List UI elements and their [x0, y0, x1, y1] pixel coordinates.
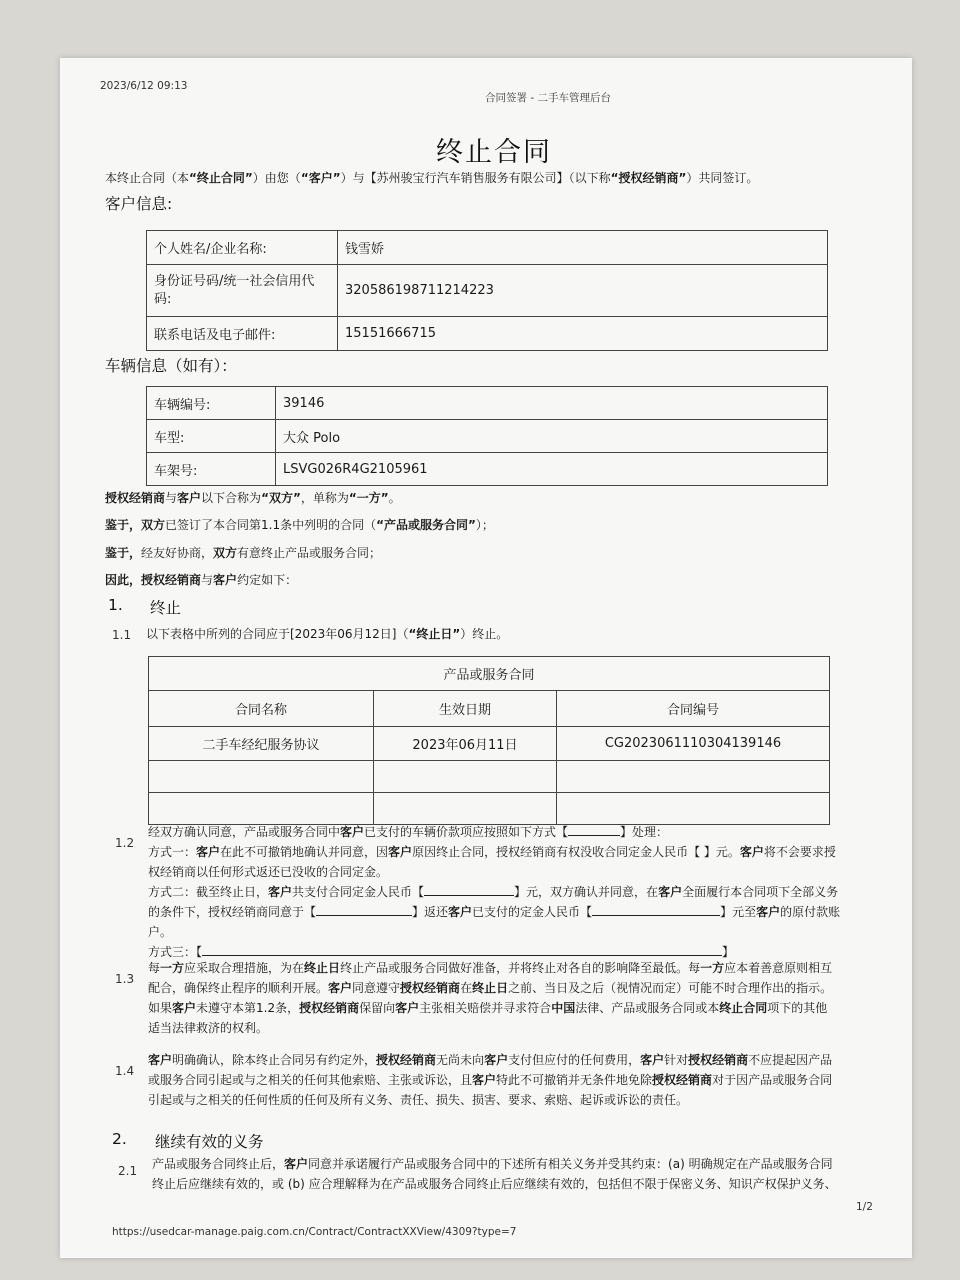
- customer-contact-label: 联系电话及电子邮件:: [147, 317, 338, 351]
- empty-cell: [149, 793, 374, 825]
- table-row: [147, 265, 828, 317]
- clause-1-2-number: 1.2: [115, 836, 135, 850]
- customer-name-value: 钱雪娇: [338, 231, 828, 265]
- customer-id-label: 身份证号码/统一社会信用代码:: [147, 265, 338, 317]
- clause-1-4-text: 客户明确确认，除本终止合同另有约定外，授权经销商无尚未向客户支付但应付的任何费用，客户针对授权经销商不应提起因产品 或服务合同引起或与之相关的任何其他索赔、主张或诉讼，且客户特此不可撤销并无条件地免除授权经销商对于因产品或服务合同 引起或与之相关的任何性质的任何及所有义务、责任、损失、损害、要求、索赔、起诉或诉讼的责任。: [148, 1053, 833, 1107]
- table-row: [147, 453, 828, 486]
- customer-info-table: [146, 230, 828, 351]
- empty-cell: [557, 761, 830, 793]
- effective-date-cell: 2023年06月11日: [374, 727, 557, 761]
- vehicle-vin-label: 车架号:: [147, 453, 276, 486]
- table-row: [147, 387, 828, 420]
- recital-parties: 授权经销商与客户以下合称为“双方”，单称为“一方”。: [105, 491, 401, 505]
- document-page: [60, 58, 912, 1258]
- vehicle-info-table: [146, 386, 828, 486]
- contract-name-cell: 二手车经纪服务协议: [149, 727, 374, 761]
- recital-whereas-1: 鉴于，双方已签订了本合同第1.1条中列明的合同（“产品或服务合同”）；: [105, 518, 494, 532]
- table-row: [149, 793, 830, 825]
- customer-info-heading: 客户信息:: [105, 195, 173, 213]
- table-row: [149, 691, 830, 727]
- table-row: [149, 727, 830, 761]
- customer-name-label: 个人姓名/企业名称:: [147, 231, 338, 265]
- table-row: [147, 420, 828, 453]
- section-1-number: 1.: [108, 596, 123, 614]
- header-effective-date: 生效日期: [374, 691, 557, 727]
- clause-1-2-text: 经双方确认同意，产品或服务合同中客户已支付的车辆价款项应按照如下方式【 】处理： 方式一：客户在此不可撤销地确认并同意，因客户原因终止合同，授权经销商有权没收合同定金人民币【 】元。客户将不会要求授 权经销商以任何形式返还已没收的合同定金。 方式二：截至终止日，客户共支付合同定金人民币【 】元，双方确认并同意，在客户全面履行本合同项下全部义务 的条件下，授权经销商同意于【 】返还客户已支付的定金人民币【 】元至客户的原付款账 户。 方式三：【 】: [148, 825, 841, 959]
- recital-therefore: 因此，授权经销商与客户约定如下：: [105, 573, 298, 587]
- document-title: 终止合同: [436, 137, 552, 168]
- vehicle-id-value: 39146: [276, 387, 828, 420]
- vehicle-model-label: 车型:: [147, 420, 276, 453]
- clause-1-3-number: 1.3: [115, 972, 135, 986]
- empty-cell: [374, 761, 557, 793]
- customer-contact-value: 15151666715: [338, 317, 828, 351]
- table-row: [149, 761, 830, 793]
- customer-id-value: 320586198711214223: [338, 265, 828, 317]
- table-row: [149, 657, 830, 691]
- print-datetime: 2023/6/12 09:13: [100, 80, 188, 92]
- empty-cell: [374, 793, 557, 825]
- section-1-title: 终止: [150, 599, 182, 617]
- vehicle-vin-value: LSVG026R4G2105961: [276, 453, 828, 486]
- page-number: 1/2: [856, 1201, 873, 1213]
- clause-1-1-text: 以下表格中所列的合同应于[2023年06月12日]（“终止日”）终止。: [146, 627, 509, 641]
- contract-table-caption: 产品或服务合同: [149, 657, 830, 691]
- intro-paragraph: 本终止合同（本“终止合同”）由您（“客户”）与【苏州骏宝行汽车销售服务有限公司】（以下称“授权经销商”）共同签订。: [105, 171, 759, 185]
- contract-list-table: [148, 656, 830, 825]
- footer-url: https://usedcar-manage.paig.com.cn/Contract/ContractXXView/4309?type=7: [112, 1226, 517, 1238]
- section-2-title: 继续有效的义务: [155, 1133, 264, 1151]
- header-contract-number: 合同编号: [557, 691, 830, 727]
- recital-whereas-2: 鉴于，经友好协商，双方有意终止产品或服务合同；: [105, 546, 382, 560]
- clause-2-1-number: 2.1: [118, 1164, 138, 1178]
- header-contract-name: 合同名称: [149, 691, 374, 727]
- empty-cell: [149, 761, 374, 793]
- table-row: [147, 231, 828, 265]
- table-row: [147, 317, 828, 351]
- section-2-number: 2.: [112, 1130, 127, 1148]
- print-app-title: 合同签署 - 二手车管理后台: [485, 92, 611, 104]
- clause-1-4-number: 1.4: [115, 1064, 135, 1078]
- clause-2-1-text: 产品或服务合同终止后，客户同意并承诺履行产品或服务合同中的下述所有相关义务并受其约束：(a) 明确规定在产品或服务合同 终止后应继续有效的，或 (b) 应合理解释为在产品或服务合同终止后应继续有效的，包括但不限于保密义务、知识产权保护义务、: [152, 1157, 837, 1191]
- vehicle-info-heading: 车辆信息（如有）：: [105, 357, 237, 375]
- clause-1-1-number: 1.1: [112, 628, 132, 642]
- vehicle-id-label: 车辆编号:: [147, 387, 276, 420]
- vehicle-model-value: 大众 Polo: [276, 420, 828, 453]
- empty-cell: [557, 793, 830, 825]
- contract-number-cell: CG2023061110304139146: [557, 727, 830, 761]
- clause-1-3-text: 每一方应采取合理措施，为在终止日终止产品或服务合同做好准备，并将终止对各自的影响降至最低。每一方应本着善意原则相互 配合，确保终止程序的顺利开展。客户同意遵守授权经销商在终止日之前、当日及之后（视情况而定）可能不时合理作出的指示。 如果客户未遵守本第1.2条，授权经销商保留向客户主张相关赔偿并寻求符合中国法律、产品或服务合同或本终止合同项下的其他 适当法律救济的权利。: [148, 961, 833, 1035]
